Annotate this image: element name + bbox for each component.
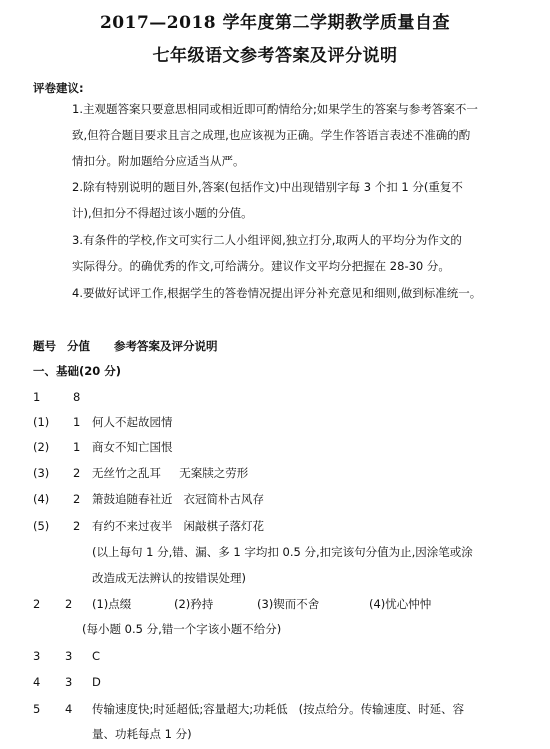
q5-line-2: 量、功耗每点 1 分)	[92, 727, 192, 741]
q1-note-line-2: 改造成无法辨认的按错误处理)	[92, 571, 246, 585]
guideline-2-line-1: 2.除有特别说明的题目外,答案(包括作文)中出现错别字每 3 个扣 1 分(重复不	[72, 180, 463, 194]
q1-item-3-text: 无丝竹之乱耳 无案牍之劳形	[92, 466, 249, 480]
q1-item-4-text: 箫鼓追随春社近 衣冠简朴古风存	[92, 492, 264, 506]
guidelines-heading: 评卷建议:	[33, 81, 84, 95]
q1-item-3-score: 2	[73, 466, 81, 480]
q1-item-4-score: 2	[73, 492, 81, 506]
q2-answer-3: (3)锲而不舍	[257, 597, 320, 611]
q2-answer-4: (4)忧心忡忡	[369, 597, 432, 611]
header-score: 分值	[67, 339, 90, 353]
q1-item-3-idx: (3)	[33, 466, 50, 480]
header-desc: 参考答案及评分说明	[114, 339, 218, 353]
guideline-3-line-2: 实际得分。的确优秀的作文,可给满分。建议作文平均分把握在 28-30 分。	[72, 259, 450, 273]
guideline-3-line-1: 3.有条件的学校,作文可实行二人小组评阅,独立打分,取两人的平均分为作文的	[72, 233, 462, 247]
q2-note: (每小题 0.5 分,错一个字该小题不给分)	[82, 622, 282, 636]
q5-num: 5	[33, 702, 41, 716]
guideline-1-line-1: 1.主观题答案只要意思相同或相近即可酌情给分;如果学生的答案与参考答案不一	[72, 102, 478, 116]
document-title: 2017—2018 学年度第二学期教学质量自查	[99, 13, 451, 33]
q1-item-2-idx: (2)	[33, 440, 50, 454]
q1-item-1-score: 1	[73, 415, 81, 429]
header-num: 题号	[33, 339, 56, 353]
q1-item-5-score: 2	[73, 519, 81, 533]
q4-score: 3	[65, 675, 73, 689]
q1-num: 1	[33, 390, 41, 404]
q2-num: 2	[33, 597, 41, 611]
q4-answer: D	[92, 675, 101, 689]
guideline-4-line-1: 4.要做好试评工作,根据学生的答卷情况提出评分补充意见和细则,做到标准统一。	[72, 286, 482, 300]
q1-note-line-1: (以上每句 1 分,错、漏、多 1 字均扣 0.5 分,扣完该句分值为止,因涂笔或涂	[92, 545, 473, 559]
guideline-1-line-3: 情扣分。附加题给分应适当从严。	[72, 154, 245, 168]
guideline-1-line-2: 致,但符合题目要求且言之成理,也应该视为正确。学生作答语言表述不准确的酌	[72, 128, 471, 142]
q1-score: 8	[73, 390, 81, 404]
q3-answer: C	[92, 649, 101, 663]
q2-score: 2	[65, 597, 73, 611]
q5-score: 4	[65, 702, 73, 716]
q1-item-5-text: 有约不来过夜半 闲敲棋子落灯花	[92, 519, 264, 533]
q1-item-1-text: 何人不起故园情	[92, 415, 173, 429]
section-title: 一、基础(20 分)	[33, 364, 122, 378]
q4-num: 4	[33, 675, 41, 689]
q1-item-4-idx: (4)	[33, 492, 50, 506]
q3-score: 3	[65, 649, 73, 663]
q2-answer-2: (2)矜持	[174, 597, 214, 611]
document-subtitle: 七年级语文参考答案及评分说明	[152, 46, 398, 66]
q1-item-2-text: 商女不知亡国恨	[92, 440, 173, 454]
q1-item-1-idx: (1)	[33, 415, 50, 429]
guideline-2-line-2: 计),但扣分不得超过该小题的分值。	[72, 206, 253, 220]
q3-num: 3	[33, 649, 41, 663]
q2-answer-1: (1)点缀	[92, 597, 132, 611]
q1-item-2-score: 1	[73, 440, 81, 454]
q1-item-5-idx: (5)	[33, 519, 50, 533]
q5-line-1: 传输速度快;时延超低;容量超大;功耗低 (按点给分。传输速度、时延、容	[92, 702, 465, 716]
